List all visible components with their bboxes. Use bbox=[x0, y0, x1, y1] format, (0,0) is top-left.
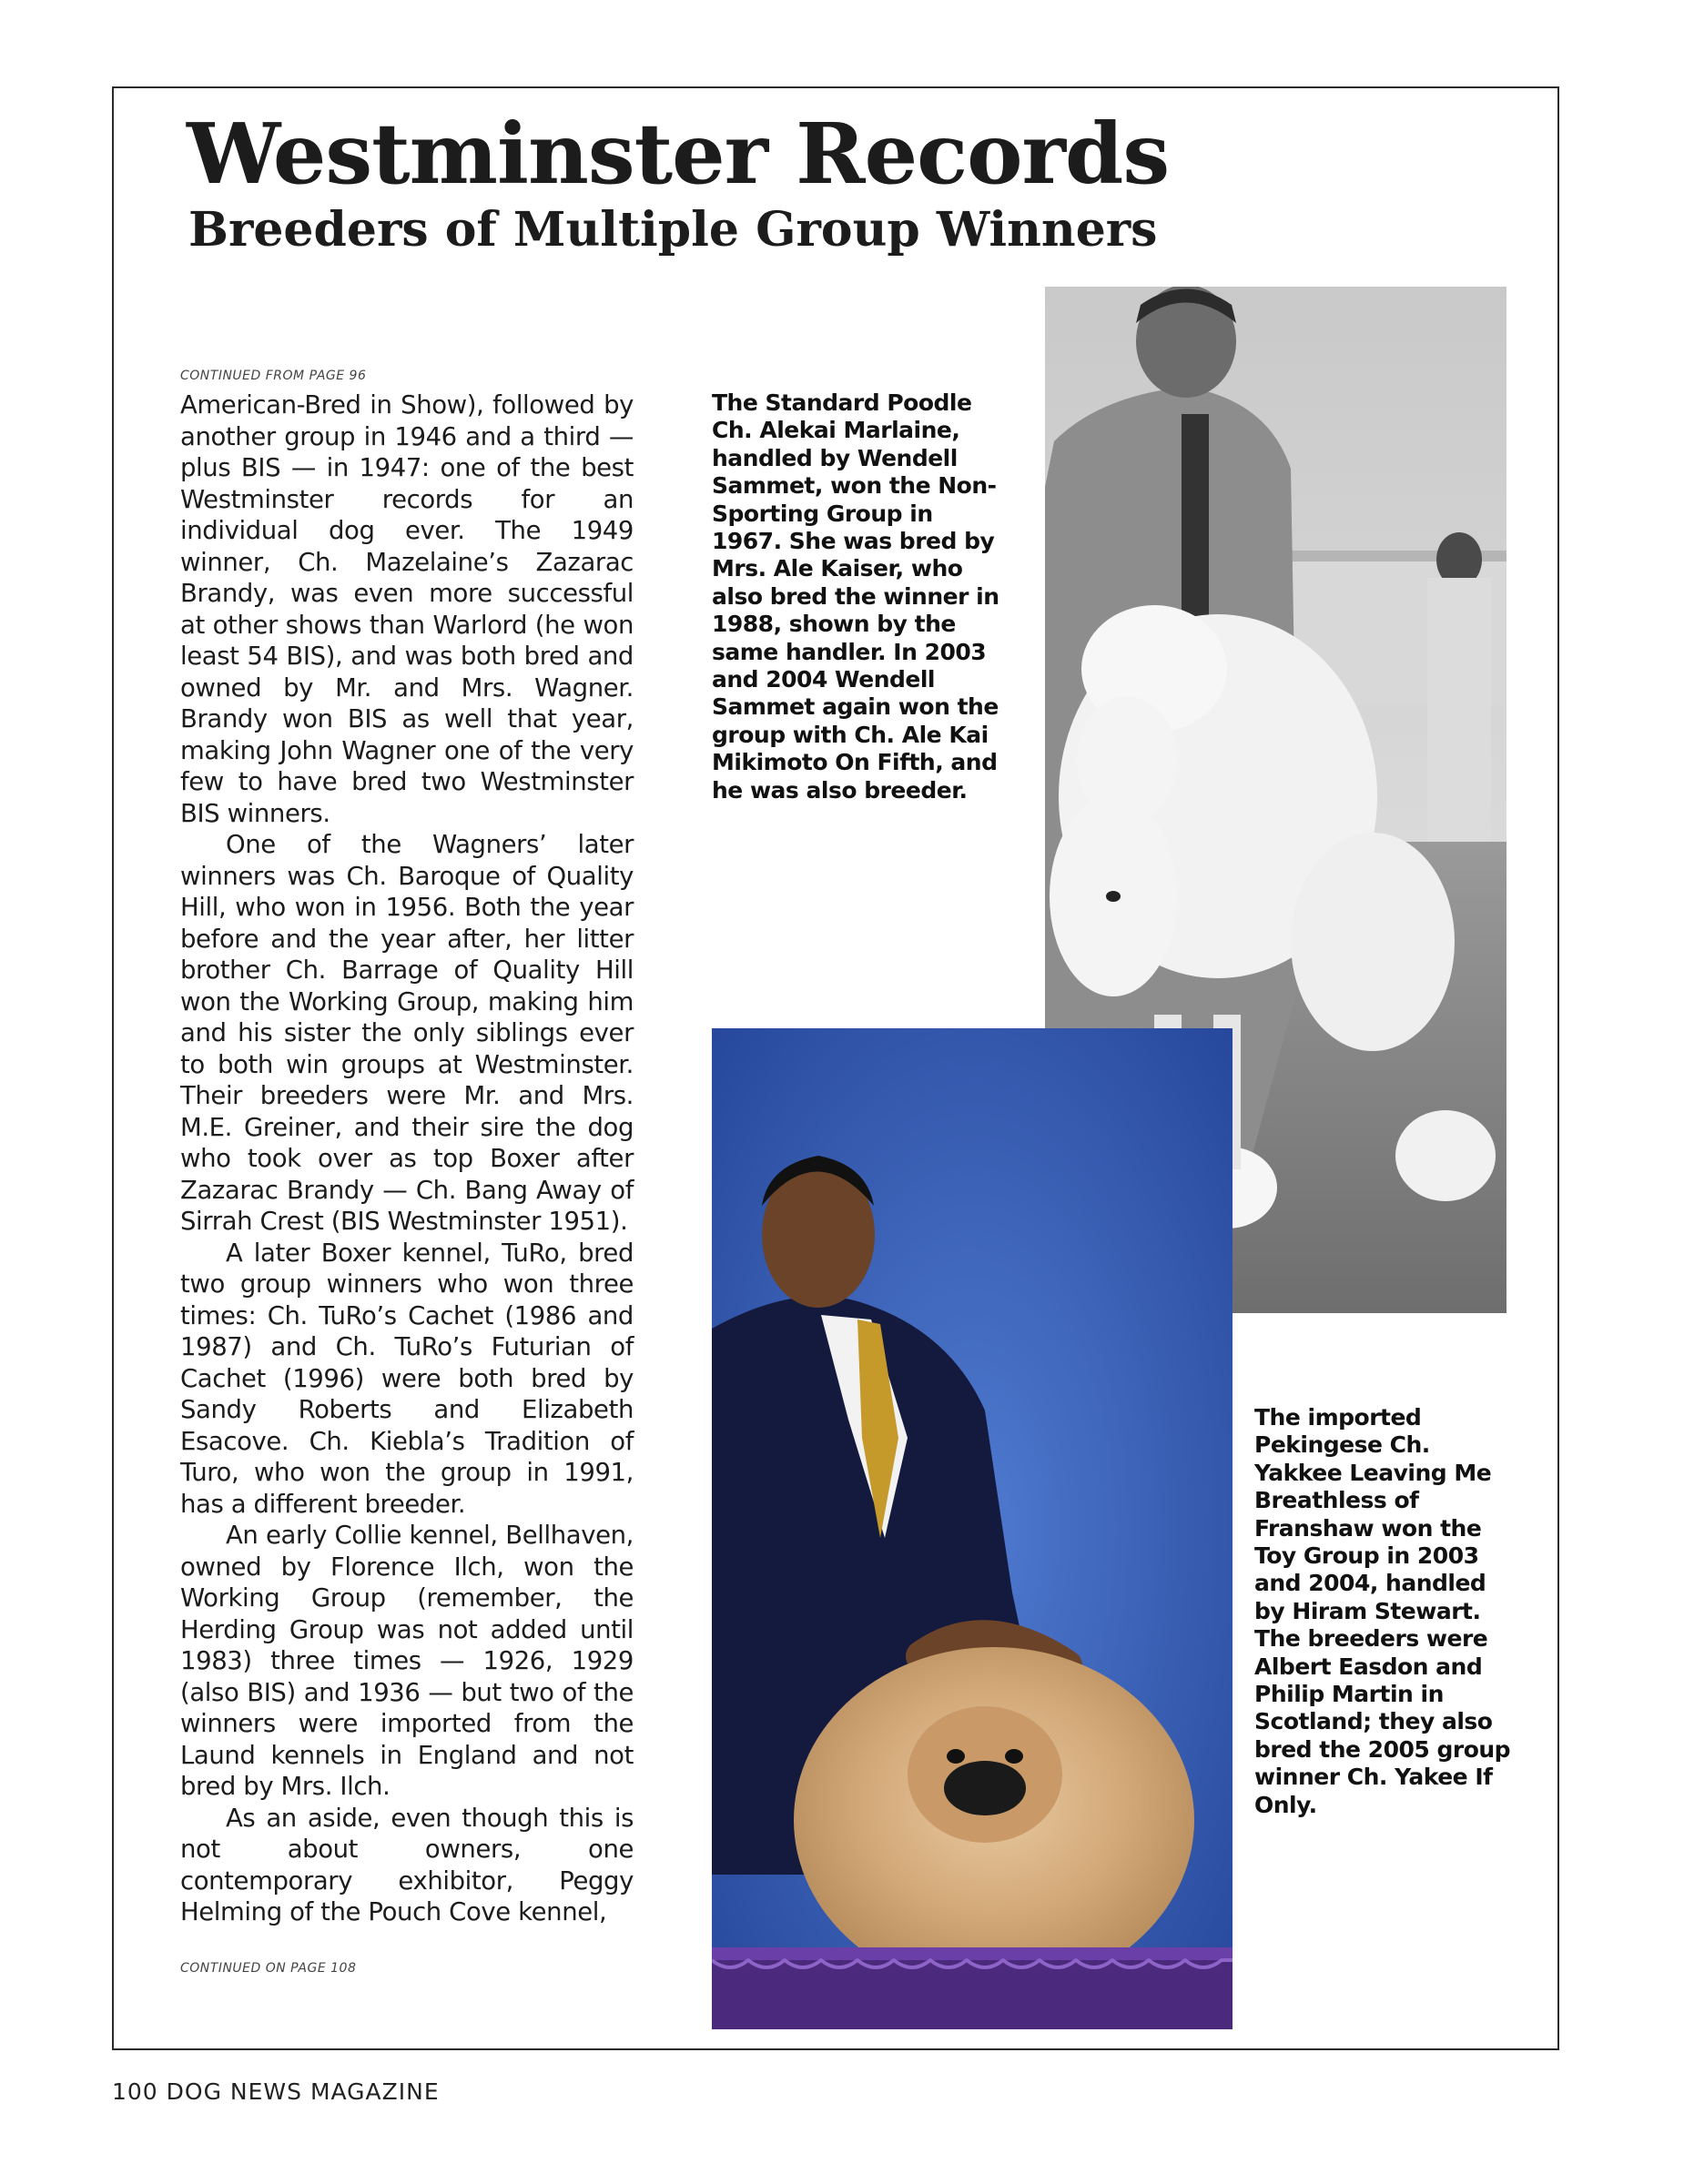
article-paragraph: One of the Wagners’ later winners was Ch. Baroque of Quality Hill, who won in 1956. Both the year before and the year after, her litter brother Ch. Barrage of Quality Hill won the Working Group, making him and his sister the only siblings ever to both win groups at Westminster. Their breeders were Mr. and Mrs. M.E. Greiner, and their sire the dog who took over as top Boxer after Zazarac Brandy — Ch. Bang Away of Sirrah Crest (BIS Westminster 1951). bbox=[180, 830, 634, 1236]
continued-on-note: CONTINUED ON PAGE 108 bbox=[180, 1961, 357, 1976]
pekingese-photo-caption: The imported Pekingese Ch. Yakkee Leaving Me Breathless of Franshaw won the Toy Group in 2003 and 2004, handled by Hiram Stewart. The breeders were Albert Easdon and Philip Martin in Scotland; they also bred the 2005 group winner Ch. Yakee If Only. bbox=[1254, 1404, 1511, 1818]
continued-from-note: CONTINUED FROM PAGE 96 bbox=[180, 369, 367, 383]
article-paragraph: As an aside, even though this is not about owners, one contemporary exhibitor, Peggy Helming of the Pouch Cove kennel, bbox=[180, 1803, 634, 1926]
article-paragraph: A later Boxer kennel, TuRo, bred two group winners who won three times: Ch. TuRo’s Cachet (1986 and 1987) and Ch. TuRo’s Futurian of Cachet (1996) were both bred by Sandy Roberts and Elizabeth Esacove. Ch. Kiebla’s Tradition of Turo, who won the group in 1991, has a different breeder. bbox=[180, 1238, 634, 1519]
page-subtitle: Breeders of Multiple Group Winners bbox=[188, 202, 1158, 258]
page-folio: 100 DOG NEWS MAGAZINE bbox=[112, 2078, 440, 2105]
article-paragraph: An early Collie kennel, Bellhaven, owned by Florence Ilch, won the Working Group (remember, the Herding Group was not added until 1983) three times — 1926, 1929 (also BIS) and 1936 — but two of the winners were imported from the Laund kennels in England and not bred by Mrs. Ilch. bbox=[180, 1521, 634, 1801]
article-body bbox=[180, 389, 634, 1928]
poodle-photo-caption: The Standard Poodle Ch. Alekai Marlaine, handled by Wendell Sammet, won the Non-Sporting Group in 1967. She was bred by Mrs. Ale Kaiser, who also bred the winner in 1988, shown by the same handler. In 2003 and 2004 Wendell Sammet again won the group with Ch. Ale Kai Mikimoto On Fifth, and he was also breeder. bbox=[712, 389, 999, 804]
article-paragraph: American-Bred in Show), followed by another group in 1946 and a third — plus BIS — in 1947: one of the best Westminster records for an individual dog ever. The 1949 winner, Ch. Mazelaine’s Zazarac Brandy, was even more successful at other shows than Warlord (he won least 54 BIS), and was both bred and owned by Mr. and Mrs. Wagner. Brandy won BIS as well that year, making John Wagner one of the very few to have bred two Westminster BIS winners. bbox=[180, 390, 634, 828]
pekingese-handler-photo bbox=[712, 1028, 1233, 2029]
page-title: Westminster Records bbox=[187, 105, 1170, 203]
